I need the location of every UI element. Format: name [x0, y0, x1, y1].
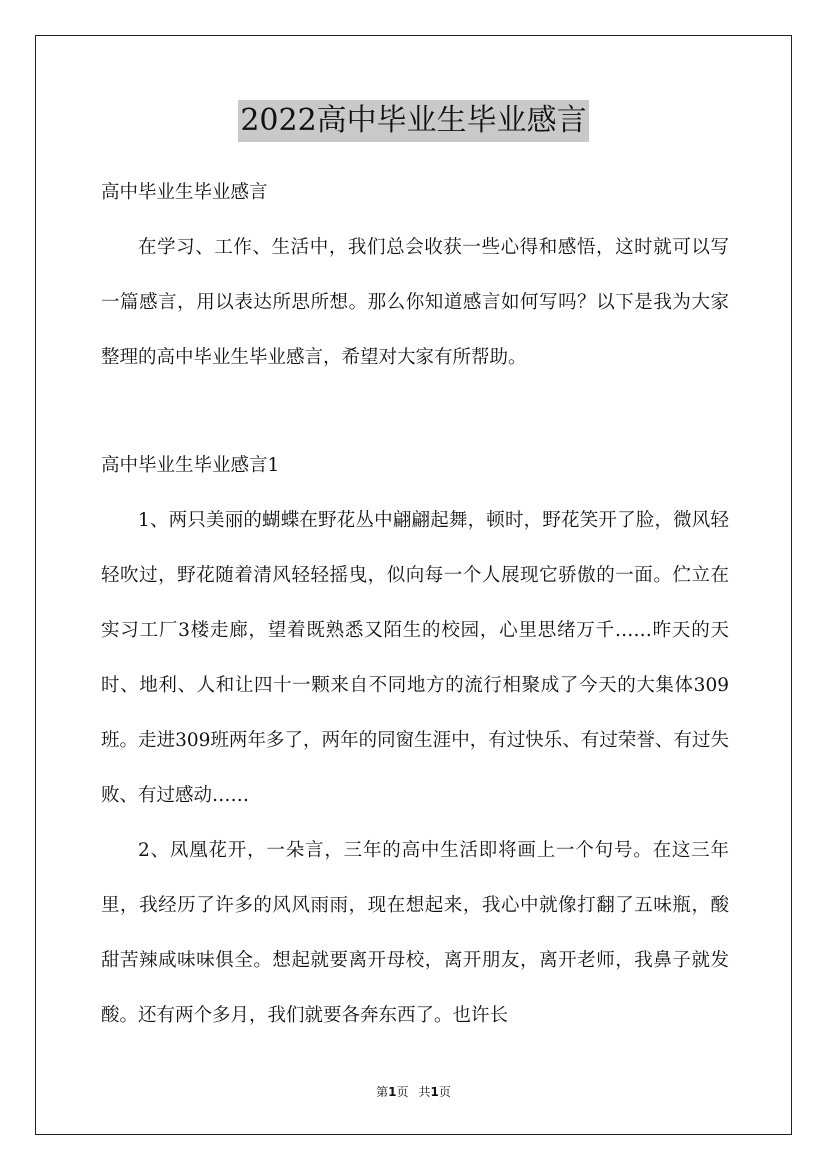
- body-block: [101, 493, 729, 1043]
- document-title: 2022高中毕业生毕业感言: [238, 100, 588, 142]
- total-suffix: 页: [438, 1085, 451, 1099]
- page-suffix: 页: [396, 1085, 409, 1099]
- section-heading-block: [101, 438, 729, 493]
- total-number: 1: [430, 1085, 439, 1099]
- page-prefix: 第: [376, 1085, 389, 1099]
- title-container: [0, 100, 827, 142]
- intro-block: [101, 220, 729, 385]
- document-subtitle: 高中毕业生毕业感言: [101, 182, 268, 203]
- intro-paragraph: 在学习、工作、生活中，我们总会收获一些心得和感悟，这时就可以写一篇感言，用以表达所思所想。那么你知道感言如何写吗？以下是我为大家整理的高中毕业生毕业感言，希望对大家有所帮助。: [101, 237, 729, 368]
- body-paragraph-2: 2、凤凰花开，一朵言，三年的高中生活即将画上一个句号。在这三年里，我经历了许多的风风雨雨，现在想起来，我心中就像打翻了五味瓶，酸甜苦辣咸味味俱全。想起就要离开母校，离开朋友，离开老师，我鼻子就发酸。还有两个多月，我们就要各奔东西了。也许长: [101, 840, 729, 1026]
- page-footer: [0, 1084, 827, 1100]
- total-prefix: 共: [418, 1085, 431, 1099]
- body-paragraph-1: 1、两只美丽的蝴蝶在野花丛中翩翩起舞，顿时，野花笑开了脸，微风轻轻吹过，野花随着清风轻轻摇曳，似向每一个人展现它骄傲的一面。伫立在实习工厂3楼走廊，望着既熟悉又陌生的校园，心里思绪万千……昨天的天时、地利、人和让四十一颗来自不同地方的流行相聚成了今天的大集体309班。走进309班两年多了，两年的同窗生涯中，有过快乐、有过荣誉、有过失败、有过感动……: [101, 510, 729, 806]
- section-heading: 高中毕业生毕业感言1: [101, 455, 280, 476]
- page-number: 1: [388, 1085, 397, 1099]
- subtitle-block: [101, 165, 729, 220]
